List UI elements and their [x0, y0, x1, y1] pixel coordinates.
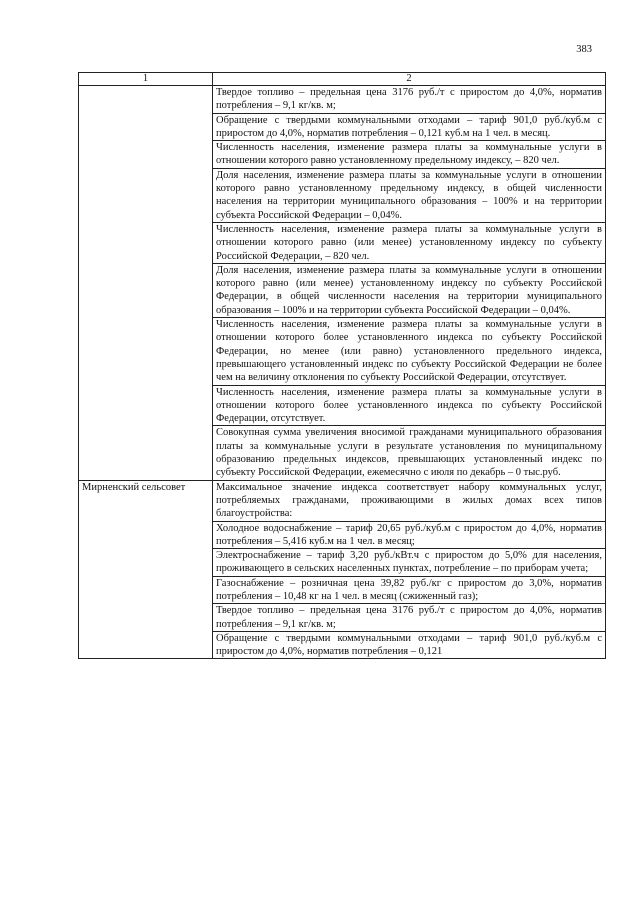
paragraph: Обращение с твердыми коммунальными отходами – тариф 901,0 руб./куб.м с приростом до 4,0%, норматив потребления – 0,121 [216, 632, 602, 658]
paragraph: Обращение с твердыми коммунальными отходами – тариф 901,0 руб./куб.м с приростом до 4,0%, норматив потребления – 0,121 куб.м на 1 чел. в месяц. [213, 114, 605, 142]
paragraph: Газоснабжение – розничная цена 39,82 руб./кг с приростом до 3,0%, норматив потребления – 10,48 кг на 1 чел. в месяц (сжиженный газ); [213, 577, 605, 605]
table-header-row [79, 73, 606, 86]
paragraph: Твердое топливо – предельная цена 3176 руб./т с приростом до 4,0%, норматив потребления – 9,1 кг/кв. м; [213, 604, 605, 632]
municipality-name-cell: Мирненский сельсовет [79, 480, 213, 659]
paragraph: Совокупная сумма увеличения вносимой гражданами муниципального образования платы за коммунальные услуги в результате установления по муниципальному образованию предельных индексов, превышающих установленный индекс по субъекту Российской Федерации, ежемесячно с июля по декабрь – 0 тыс.руб. [216, 427, 602, 479]
paragraph: Электроснабжение – тариф 3,20 руб./кВт.ч с приростом до 5,0% для населения, проживающего в сельских населенных пунктах, потребление – по приборам учета; [213, 549, 605, 577]
indicators-cell [213, 480, 606, 659]
table-row [79, 86, 606, 481]
paragraph: Максимальное значение индекса соответствует набору коммунальных услуг, потребляемых гражданами, проживающими в жилых домах всех типов благоустройства: [213, 481, 605, 522]
column-header-1: 1 [79, 73, 213, 86]
table-row [79, 480, 606, 659]
indicators-cell [213, 86, 606, 481]
paragraph: Холодное водоснабжение – тариф 20,65 руб./куб.м с приростом до 4,0%, норматив потребления – 5,416 куб.м на 1 чел. в месяц; [213, 522, 605, 550]
municipality-name-cell [79, 86, 213, 481]
paragraph: Доля населения, изменение размера платы за коммунальные услуги в отношении которого равно установленному предельному индексу, в общей численности населения на территории муниципального образования – 100% и на территории субъекта Российской Федерации – 0,04%. [213, 169, 605, 223]
paragraph: Доля населения, изменение размера платы за коммунальные услуги в отношении которого равно (или менее) установленному индексу по субъекту Российской Федерации, в общей численности населения на территории муниципального образования – 100% и на территории субъекта Российской Федерации – 0,04%. [213, 264, 605, 318]
page-number: 383 [576, 44, 592, 55]
indices-table [78, 72, 606, 659]
paragraph: Численность населения, изменение размера платы за коммунальные услуги в отношении которого равно установленному предельному индексу, – 820 чел. [213, 141, 605, 169]
paragraph: Численность населения, изменение размера платы за коммунальные услуги в отношении которого более установленного индекса по субъекту Российской Федерации, но менее (или равно) установленного предельного индекса, превышающего установленный индекс по субъекту Российской Федерации не более чем на величину отклонения по субъекту Российской Федерации, отсутствует. [213, 318, 605, 385]
column-header-2: 2 [213, 73, 606, 86]
paragraph: Твердое топливо – предельная цена 3176 руб./т с приростом до 4,0%, норматив потребления – 9,1 кг/кв. м; [213, 86, 605, 114]
paragraph: Численность населения, изменение размера платы за коммунальные услуги в отношении которого более установленного индекса по субъекту Российской Федерации, отсутствует. [213, 386, 605, 427]
paragraph: Численность населения, изменение размера платы за коммунальные услуги в отношении которого равно (или менее) установленному индексу по субъекту Российской Федерации, – 820 чел. [213, 223, 605, 264]
